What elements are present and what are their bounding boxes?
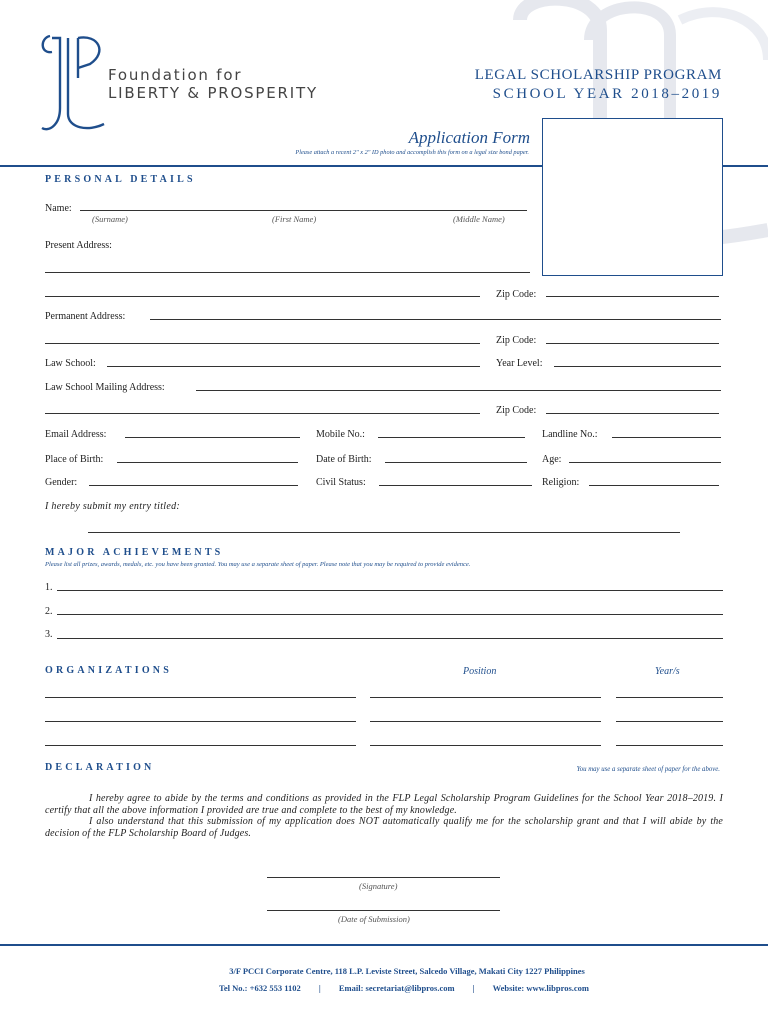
program-title: LEGAL SCHOLARSHIP PROGRAM — [474, 67, 722, 83]
year-level-field[interactable] — [554, 366, 721, 367]
mobile-field[interactable] — [378, 437, 525, 438]
first-name-hint: (First Name) — [272, 214, 317, 224]
footer-contact — [0, 983, 768, 993]
year-level-label: Year Level: — [496, 358, 543, 369]
age-label: Age: — [542, 454, 562, 465]
footer-email[interactable]: Email: secretariat@libpros.com — [338, 983, 455, 993]
section-major-achievements: MAJOR ACHIEVEMENTS — [45, 547, 224, 558]
mailing-zip-label: Zip Code: — [496, 405, 537, 416]
footer-separator-2: | — [472, 983, 475, 993]
mobile-label: Mobile No.: — [316, 429, 365, 440]
date-hint: (Date of Submission) — [338, 914, 410, 924]
footer-rule — [0, 944, 768, 946]
birthdate-field[interactable] — [385, 462, 527, 463]
entry-title-field[interactable] — [88, 532, 680, 533]
logo — [38, 28, 378, 138]
permanent-address-field-2[interactable] — [45, 343, 480, 344]
flp-monogram-icon — [38, 28, 108, 138]
section-declaration: DECLARATION — [45, 762, 155, 773]
organization-position-field-1[interactable] — [370, 697, 601, 698]
mailing-address-label: Law School Mailing Address: — [45, 382, 165, 393]
footer-separator-1: | — [318, 983, 321, 993]
date-field[interactable] — [267, 910, 500, 911]
name-field[interactable] — [80, 210, 527, 211]
declaration-paragraph-2: I also understand that this submission of my application does NOT automatically qualify me for the scholarship grant and that I will abide by the decision of the FLP Scholarship Board of Judges. — [45, 816, 723, 839]
mailing-zip-field[interactable] — [546, 413, 719, 414]
surname-hint: (Surname) — [92, 214, 128, 224]
law-school-field[interactable] — [107, 366, 480, 367]
achievement-field-1[interactable] — [57, 590, 723, 591]
mailing-address-field-2[interactable] — [45, 413, 480, 414]
logo-line2: LIBERTY & PROSPERITY — [108, 84, 318, 102]
achievement-number-3: 3. — [45, 629, 53, 640]
permanent-zip-field[interactable] — [546, 343, 719, 344]
form-title: Application Form — [408, 128, 530, 147]
section-organizations: ORGANIZATIONS — [45, 665, 172, 676]
declaration-paragraph-1: I hereby agree to abide by the terms and conditions as provided in the FLP Legal Scholarship Program Guidelines for the School Year 2018–2019. I certify that all the above information I provided are true and complete to the best of my knowledge. — [45, 793, 723, 816]
footer-tel: Tel No.: +632 553 1102 — [219, 983, 301, 993]
section-personal-details: PERSONAL DETAILS — [45, 174, 196, 185]
civil-status-label: Civil Status: — [316, 477, 366, 488]
achievement-number-1: 1. — [45, 582, 53, 593]
religion-label: Religion: — [542, 477, 580, 488]
achievement-number-2: 2. — [45, 606, 53, 617]
declaration-note: You may use a separate sheet of paper for the above. — [576, 766, 720, 773]
organization-name-field-3[interactable] — [45, 745, 356, 746]
present-address-field-2[interactable] — [45, 296, 480, 297]
present-zip-field[interactable] — [546, 296, 719, 297]
program-year: SCHOOL YEAR 2018–2019 — [492, 86, 722, 102]
organization-name-field-1[interactable] — [45, 697, 356, 698]
organization-years-field-1[interactable] — [616, 697, 723, 698]
logo-line1: Foundation for — [108, 66, 243, 84]
civil-status-field[interactable] — [379, 485, 532, 486]
years-column-header: Year/s — [655, 666, 680, 677]
birthdate-label: Date of Birth: — [316, 454, 372, 465]
footer-website[interactable]: Website: www.libpros.com — [492, 983, 589, 993]
landline-label: Landline No.: — [542, 429, 598, 440]
organization-years-field-3[interactable] — [616, 745, 723, 746]
organization-position-field-2[interactable] — [370, 721, 601, 722]
permanent-zip-label: Zip Code: — [496, 335, 537, 346]
middle-name-hint: (Middle Name) — [453, 214, 505, 224]
form-instruction: Please attach a recent 2" x 2" ID photo and accomplish this form on a legal size bond paper. — [295, 149, 529, 156]
signature-field[interactable] — [267, 877, 500, 878]
email-field[interactable] — [125, 437, 300, 438]
entry-label: I hereby submit my entry titled: — [45, 501, 181, 512]
achievements-note: Please list all prizes, awards, medals, etc. you have been granted. You may use a separate sheet of paper. Please note that you may be required to provide evidence. — [45, 561, 471, 568]
present-address-label: Present Address: — [45, 240, 112, 251]
organization-name-field-2[interactable] — [45, 721, 356, 722]
organization-years-field-2[interactable] — [616, 721, 723, 722]
declaration-text — [45, 793, 723, 839]
name-label: Name: — [45, 203, 72, 214]
landline-field[interactable] — [612, 437, 721, 438]
present-zip-label: Zip Code: — [496, 289, 537, 300]
law-school-label: Law School: — [45, 358, 96, 369]
permanent-address-label: Permanent Address: — [45, 311, 126, 322]
religion-field[interactable] — [589, 485, 719, 486]
gender-label: Gender: — [45, 477, 78, 488]
photo-box[interactable] — [542, 118, 723, 276]
email-label: Email Address: — [45, 429, 107, 440]
achievement-field-2[interactable] — [57, 614, 723, 615]
organization-position-field-3[interactable] — [370, 745, 601, 746]
achievement-field-3[interactable] — [57, 638, 723, 639]
signature-hint: (Signature) — [359, 881, 398, 891]
age-field[interactable] — [569, 462, 721, 463]
gender-field[interactable] — [89, 485, 298, 486]
footer-address: 3/F PCCI Corporate Centre, 118 L.P. Leviste Street, Salcedo Village, Makati City 1227 Philippines — [229, 966, 585, 976]
position-column-header: Position — [463, 666, 497, 677]
present-address-field-1[interactable] — [45, 272, 530, 273]
birthplace-label: Place of Birth: — [45, 454, 104, 465]
mailing-address-field-1[interactable] — [196, 390, 721, 391]
birthplace-field[interactable] — [117, 462, 298, 463]
permanent-address-field-1[interactable] — [150, 319, 721, 320]
